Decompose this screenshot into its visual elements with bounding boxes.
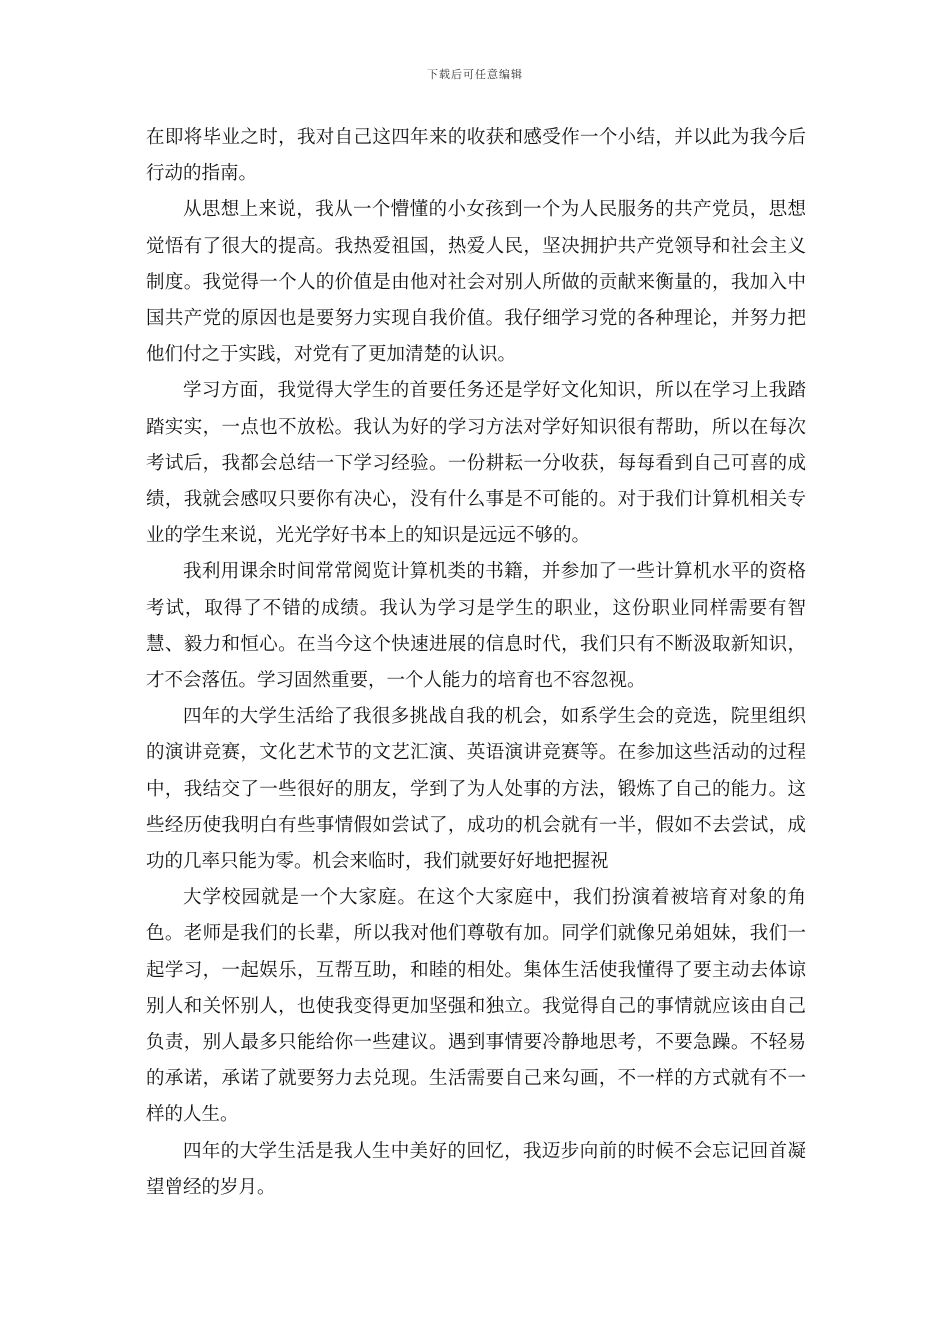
paragraph-study: 学习方面，我觉得大学生的首要任务还是学好文化知识，所以在学习上我踏踏实实，一点也不放松。我认为好的学习方法对学好知识很有帮助，所以在每次考试后，我都会总结一下学习经验。一份耕耘一分收获，每每看到自己可喜的成绩，我就会感叹只要你有决心，没有什么事是不可能的。对于我们计算机相关专业的学生来说，光光学好书本上的知识是远远不够的。	[146, 380, 806, 547]
page-header: 下载后可任意编辑	[427, 68, 523, 81]
paragraph-activities: 四年的大学生活给了我很多挑战自我的机会，如系学生会的竞选，院里组织的演讲竞赛，文化艺术节的文艺汇演、英语演讲竞赛等。在参加这些活动的过程中，我结交了一些很好的朋友，学到了为人处事的方法，锻炼了自己的能力。这些经历使我明白有些事情假如尝试了，成功的机会就有一半，假如不去尝试，成功的几率只能为零。机会来临时，我们就要好好地把握祝	[146, 706, 806, 873]
paragraph-intro: 在即将毕业之时，我对自己这四年来的收获和感受作一个小结，并以此为我今后行动的指南。	[146, 127, 806, 185]
paragraph-computer-study: 我利用课余时间常常阅览计算机类的书籍，并参加了一些计算机水平的资格考试，取得了不错的成绩。我认为学习是学生的职业，这份职业同样需要有智慧、毅力和恒心。在当今这个快速进展的信息时代，我们只有不断汲取新知识，才不会落伍。学习固然重要，一个人能力的培育也不容忽视。	[146, 561, 806, 692]
paragraph-campus-life: 大学校园就是一个大家庭。在这个大家庭中，我们扮演着被培育对象的角色。老师是我们的长辈，所以我对他们尊敬有加。同学们就像兄弟姐妹，我们一起学习，一起娱乐，互帮互助，和睦的相处。集体生活使我懂得了要主动去体谅别人和关怀别人，也使我变得更加坚强和独立。我觉得自己的事情就应该由自己负责，别人最多只能给你一些建议。遇到事情要冷静地思考，不要急躁。不轻易的承诺，承诺了就要努力去兑现。生活需要自己来勾画，不一样的方式就有不一样的人生。	[146, 887, 806, 1126]
paragraph-ideology: 从思想上来说，我从一个懵懂的小女孩到一个为人民服务的共产党员，思想觉悟有了很大的提高。我热爱祖国，热爱人民，坚决拥护共产党领导和社会主义制度。我觉得一个人的价值是由他对社会对别人所做的贡献来衡量的，我加入中国共产党的原因也是要努力实现自我价值。我仔细学习党的各种理论，并努力把他们付之于实践，对党有了更加清楚的认识。	[146, 199, 806, 366]
document-body	[146, 120, 806, 1206]
paragraph-conclusion: 四年的大学生活是我人生中美好的回忆，我迈步向前的时候不会忘记回首凝望曾经的岁月。	[146, 1140, 806, 1198]
